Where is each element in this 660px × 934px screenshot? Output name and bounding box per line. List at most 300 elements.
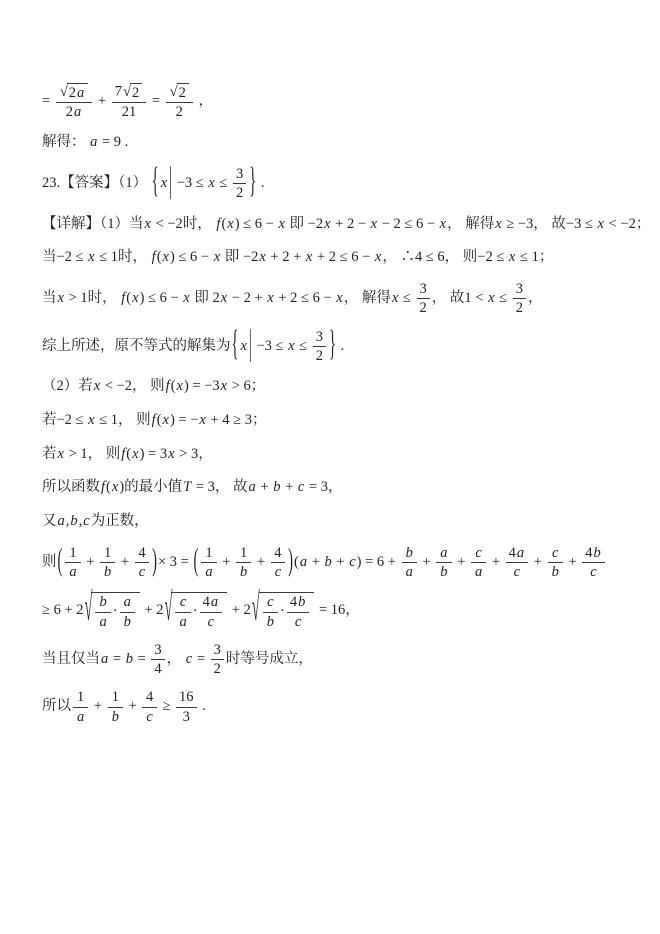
fraction [100, 545, 115, 580]
fraction [201, 545, 216, 580]
math-variable: x [439, 215, 447, 232]
text: ≥ [158, 698, 175, 715]
fraction [166, 83, 193, 120]
math-variable: a [440, 544, 448, 561]
text: 2 [65, 104, 74, 121]
denominator [56, 103, 92, 120]
text: 1 [77, 689, 85, 706]
numerator [287, 594, 310, 612]
text-run [42, 175, 151, 191]
math-variable: a [205, 564, 213, 581]
math-variable: x [162, 249, 169, 266]
math-variable: a [405, 564, 413, 581]
text-run [419, 554, 434, 570]
radical-sign: √ [251, 586, 260, 631]
numerator [471, 545, 486, 563]
text-run [179, 594, 187, 610]
text: 当且仅当 [42, 650, 100, 667]
math-variable: x [88, 249, 95, 266]
text: < −2； [604, 215, 651, 232]
text-run [266, 594, 274, 610]
numerator [65, 545, 80, 563]
text-run [228, 602, 251, 618]
text-run [176, 104, 183, 120]
text: + 2 ≤ 6 − [313, 249, 374, 266]
text-run [205, 545, 212, 561]
numerator [108, 689, 123, 707]
math-variable: a [69, 564, 77, 581]
math-variable: b [324, 553, 332, 570]
text: ≤ [495, 290, 511, 307]
text: 则 [42, 553, 57, 570]
math-variable: a [179, 613, 187, 630]
numerator [201, 545, 216, 563]
text-run [551, 564, 560, 580]
text: 1 [205, 544, 213, 561]
math-variable: b [111, 708, 119, 725]
fraction [56, 83, 92, 120]
text-run [117, 554, 132, 570]
radicand [67, 83, 89, 101]
fraction [548, 545, 563, 580]
numerator [175, 594, 190, 612]
text: 即 −2 [285, 215, 324, 232]
sqrt-radical [123, 83, 142, 101]
math-variable: x [93, 378, 101, 395]
sqrt-radical [251, 586, 315, 631]
sqrt-radical [164, 586, 228, 631]
radicand [171, 592, 227, 629]
denominator [271, 563, 285, 580]
math-variable: b [104, 564, 112, 581]
text: . [198, 698, 206, 715]
text-run [454, 554, 469, 570]
text-run [138, 564, 146, 580]
math-variable: x [88, 411, 95, 428]
text: 为正数， [90, 513, 149, 530]
fraction [271, 545, 285, 580]
numerator [176, 689, 197, 707]
text: ( [106, 479, 111, 496]
text-run [405, 564, 414, 580]
text-run [420, 300, 427, 316]
text: + 2 ≤ 6 − [274, 290, 336, 307]
fraction [151, 642, 164, 677]
text: ) ≤ 6 − [139, 290, 183, 307]
text: 2 [175, 104, 183, 121]
math-variable: b [273, 479, 281, 496]
text-run [98, 614, 107, 630]
text: + [218, 553, 235, 570]
math-variable: c [274, 564, 282, 581]
math-line-9 [42, 410, 626, 432]
text: + 2 [140, 602, 164, 619]
text: + [530, 553, 546, 570]
numerator [151, 642, 164, 660]
text: ≤ [295, 337, 311, 354]
text-run [154, 642, 161, 658]
text-run [90, 698, 105, 714]
text: 若−2 ≤ [42, 411, 88, 428]
math-variable: a [516, 544, 525, 561]
text-run [103, 564, 112, 580]
fraction [112, 83, 146, 120]
text-run [167, 651, 209, 667]
math-variable: f [165, 378, 170, 395]
text: = [193, 650, 209, 667]
text-run [42, 134, 128, 150]
text-run [104, 545, 111, 561]
denominator [112, 103, 146, 120]
numerator [95, 594, 110, 612]
math-variable: b [266, 613, 274, 630]
text-run [439, 564, 448, 580]
text: ) ≤ 6 − [234, 215, 278, 232]
text: + [453, 553, 469, 570]
math-line-14 [42, 586, 626, 631]
radicand [177, 83, 189, 101]
math-variable: f [216, 215, 221, 232]
text: 2 [315, 347, 323, 364]
text: 综上所述，原不等式的解集为 [42, 337, 231, 354]
text-run [589, 564, 597, 580]
denominator [100, 563, 115, 580]
text: ≥ 6 + 2 [42, 602, 84, 619]
text: 3 [213, 641, 221, 658]
math-variable: a [77, 85, 85, 101]
fraction [65, 545, 80, 580]
denominator [120, 613, 135, 630]
math-variable: x [288, 337, 295, 354]
text: ， 故1 < [431, 290, 488, 307]
denominator [436, 563, 451, 580]
text: = 9 . [98, 134, 129, 151]
text: ( [126, 290, 132, 307]
text-run [236, 166, 243, 182]
denominator [313, 347, 326, 364]
text: ( [126, 445, 132, 462]
text-run [111, 709, 120, 725]
text-run [203, 594, 220, 610]
big-delimiter: ) [288, 543, 293, 579]
text: 3 [419, 281, 427, 298]
math-line-13 [42, 545, 626, 580]
fraction [287, 594, 310, 629]
denominator [201, 563, 216, 580]
math-variable: x [508, 249, 516, 266]
text: ) = −3 [183, 378, 220, 395]
fraction [142, 689, 156, 724]
fraction [513, 281, 526, 316]
text: 4 [154, 661, 162, 678]
math-line-3 [42, 161, 626, 202]
text: + [82, 553, 99, 570]
math-variable: f [101, 479, 106, 496]
denominator [548, 563, 563, 580]
text: + [253, 553, 269, 570]
math-line-6 [42, 281, 626, 316]
text: 3 [315, 328, 323, 345]
text-run [98, 594, 107, 610]
math-variable: x [176, 378, 183, 395]
numerator [236, 545, 251, 563]
text: ， [166, 650, 185, 667]
math-variable: T [183, 479, 192, 496]
math-variable: a [99, 613, 107, 630]
text-run [42, 446, 213, 462]
text: ≤ [215, 175, 231, 192]
text: = 3， [305, 479, 343, 496]
text: 2 [235, 185, 244, 202]
math-variable: c [297, 479, 305, 496]
math-variable: x [144, 215, 151, 232]
math-variable: x [336, 290, 343, 307]
text: + [117, 553, 133, 570]
text-run [141, 602, 164, 618]
math-variable: c [475, 544, 482, 561]
text: ( [156, 249, 162, 266]
text: 所以函数 [42, 479, 100, 496]
numerator [100, 545, 115, 563]
text-run [290, 594, 307, 610]
text: 4 [138, 544, 146, 561]
math-variable: x [391, 290, 399, 307]
text: ) = 6 + [356, 553, 400, 570]
text: −3 ≤ [252, 337, 288, 354]
math-line-11 [42, 477, 626, 499]
text-run [274, 545, 281, 561]
math-variable: x [374, 249, 382, 266]
math-line-1 [42, 83, 626, 120]
text: ≤ 1； [516, 249, 554, 266]
text: 4 [202, 594, 210, 611]
text: , [78, 513, 83, 530]
text: 即 2 [190, 290, 220, 307]
text-run [316, 329, 323, 345]
numerator [513, 281, 526, 299]
text-run [42, 513, 149, 529]
text: 4 [508, 544, 516, 561]
radical-sign: √ [169, 83, 178, 100]
text: > 1时， [64, 290, 121, 307]
text-run [66, 104, 83, 120]
text: < −2， 则 [101, 378, 165, 395]
math-variable: c [179, 594, 187, 611]
text-run [113, 601, 118, 623]
text: 3 [515, 281, 523, 298]
text: 3 [154, 641, 162, 658]
numerator [271, 545, 285, 563]
text: + [94, 93, 110, 110]
big-delimiter: | [248, 324, 252, 365]
text: 4 [274, 544, 282, 561]
denominator [506, 563, 529, 580]
fraction [135, 545, 149, 580]
fraction [73, 689, 88, 724]
math-variable: x [227, 215, 234, 232]
text-run [199, 698, 206, 714]
text-run [488, 554, 503, 570]
text: > 6； [228, 378, 266, 395]
math-variable: a [74, 104, 82, 121]
text-run [68, 564, 77, 580]
math-line-15 [42, 642, 626, 677]
fraction [200, 594, 223, 629]
text: ( [293, 553, 299, 570]
big-delimiter: } [249, 161, 257, 202]
denominator [151, 660, 164, 677]
text: −3 ≤ [173, 175, 208, 192]
math-variable: f [151, 411, 156, 428]
text: + [281, 479, 297, 496]
text: ， [194, 93, 213, 110]
math-variable: c [207, 613, 215, 630]
text-run [280, 601, 285, 623]
text: ≤ 1时， [95, 249, 151, 266]
text-run [112, 689, 119, 705]
radicand [259, 592, 315, 629]
text: 3 [182, 708, 190, 725]
text: · [279, 603, 285, 620]
math-variable: a [474, 564, 483, 581]
text: 当 [42, 290, 57, 307]
fraction [120, 594, 135, 629]
math-variable: x [168, 445, 175, 462]
text-run [115, 83, 122, 99]
text-run [337, 338, 344, 354]
math-variable: x [267, 290, 274, 307]
text: 所以 [42, 698, 71, 715]
math-line-5 [42, 247, 626, 269]
math-variable: x [220, 290, 228, 307]
math-variable: a [77, 708, 85, 725]
text-run [122, 104, 137, 120]
math-variable: f [151, 249, 156, 266]
text: 21 [121, 104, 137, 121]
sqrt-radical [60, 83, 88, 101]
text-run [207, 614, 215, 630]
denominator [471, 563, 486, 580]
math-variable: b [440, 564, 448, 581]
text: + 4 ≥ 3； [206, 411, 267, 428]
math-variable: x [488, 290, 495, 307]
big-delimiter: | [169, 161, 173, 202]
text-run [516, 300, 523, 316]
denominator [287, 613, 310, 630]
text-run [69, 85, 86, 101]
math-line-16 [42, 689, 626, 724]
text-run [266, 614, 275, 630]
text: − 2 + [228, 290, 267, 307]
math-variable: b [125, 650, 133, 667]
math-variable: b [298, 594, 306, 611]
text: 当−2 ≤ [42, 249, 88, 266]
text: + 2 + [266, 249, 305, 266]
denominator [513, 299, 526, 316]
text: = [109, 650, 125, 667]
text: 2 [419, 300, 427, 317]
text: = [133, 650, 150, 667]
text-run [432, 290, 511, 306]
text-run [474, 545, 482, 561]
text: = [42, 93, 54, 110]
text: . [257, 175, 265, 192]
text: 16 [179, 689, 194, 706]
fraction [402, 545, 417, 580]
text: + [308, 553, 324, 570]
big-delimiter: ( [193, 543, 199, 579]
math-variable: a [123, 594, 131, 611]
text: · [192, 603, 198, 620]
radicand [91, 592, 139, 629]
numerator [436, 545, 451, 563]
math-variable: f [121, 290, 126, 307]
math-variable: c [138, 564, 146, 581]
numerator [233, 166, 246, 184]
math-line-4 [42, 214, 651, 236]
denominator [73, 708, 88, 725]
denominator [417, 299, 430, 316]
text-run [315, 602, 359, 618]
denominator [582, 563, 605, 580]
denominator [142, 708, 156, 725]
fraction [176, 689, 197, 724]
numerator [200, 594, 223, 612]
text: 2 [131, 85, 140, 101]
text: 2 [68, 85, 77, 101]
math-variable: x [132, 290, 139, 307]
math-variable: c [267, 594, 274, 611]
math-variable: a [210, 594, 219, 611]
text: 7 [114, 83, 122, 100]
text-run [420, 281, 427, 297]
text: + [90, 698, 106, 715]
numerator [73, 689, 88, 707]
math-line-10 [42, 444, 626, 466]
text: − 2 ≤ 6 − [378, 215, 439, 232]
text: 1 [69, 544, 77, 561]
math-variable: f [121, 445, 126, 462]
math-variable: x [597, 215, 604, 232]
text: 23.【答案】（1） [42, 175, 151, 192]
text-run [565, 554, 580, 570]
text-run [513, 564, 521, 580]
math-variable: a [90, 134, 98, 151]
text-run [204, 564, 213, 580]
text: 4 [145, 689, 154, 706]
text: = 3， 故 [192, 479, 248, 496]
text-run [123, 594, 132, 610]
math-variable: c [294, 613, 302, 630]
text-run [173, 175, 231, 191]
text-run [146, 689, 153, 705]
math-variable: x [213, 249, 221, 266]
fraction [506, 545, 529, 580]
text: 【详解】（1）当 [42, 215, 144, 232]
math-variable: b [240, 564, 248, 581]
text-run [193, 601, 198, 623]
radical-sign: √ [122, 83, 131, 100]
text: 又 [42, 513, 57, 530]
text: ， ∴4 ≤ 6， 则−2 ≤ [382, 249, 508, 266]
math-variable: x [111, 479, 119, 496]
text: 即 −2 [221, 249, 259, 266]
big-delimiter: { [231, 324, 239, 365]
math-variable: a [57, 513, 65, 530]
text: ( [156, 411, 162, 428]
text-run [226, 651, 313, 667]
text-run [178, 614, 187, 630]
